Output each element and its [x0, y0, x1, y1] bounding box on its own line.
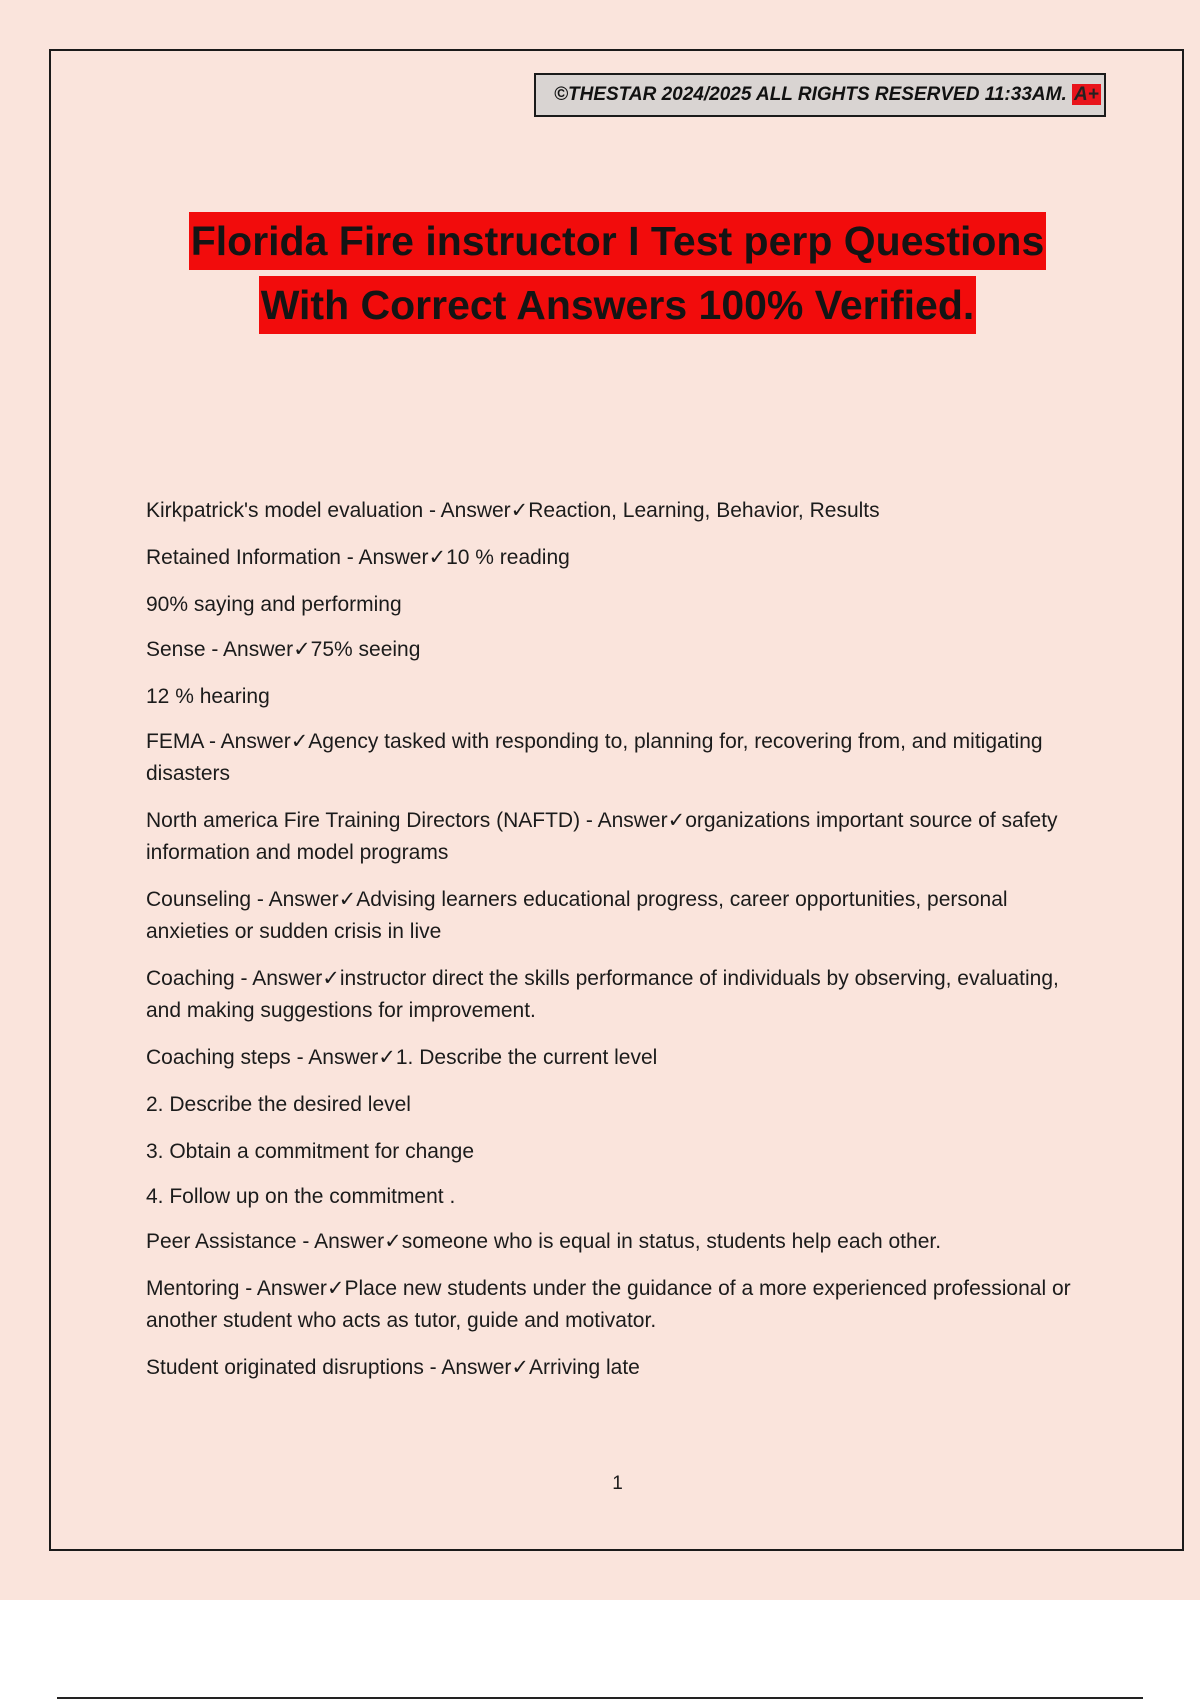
qa-list [146, 495, 1076, 1399]
document-title [0, 212, 1200, 340]
qa-entry: North america Fire Training Directors (NAFTD) - Answer✓organizations important source of safety information and model programs [146, 809, 1058, 864]
qa-entry: Retained Information - Answer✓10 % reading [146, 546, 570, 569]
grade-badge: A+ [1074, 84, 1099, 105]
qa-entry: Student originated disruptions - Answer✓Arriving late [146, 1356, 640, 1379]
qa-entry: Mentoring - Answer✓Place new students under the guidance of a more experienced professional or another student who acts as tutor, guide and motivator. [146, 1277, 1071, 1332]
qa-entry: 2. Describe the desired level [146, 1093, 411, 1116]
page-number: 1 [612, 1473, 623, 1494]
qa-entry: 3. Obtain a commitment for change [146, 1140, 474, 1163]
qa-entry: FEMA - Answer✓Agency tasked with responding to, planning for, recovering from, and mitigating disasters [146, 730, 1043, 785]
next-page-top-rule [57, 1697, 1143, 1699]
qa-entry: 12 % hearing [146, 685, 270, 708]
qa-entry: 4. Follow up on the commitment . [146, 1185, 456, 1208]
qa-entry: 90% saying and performing [146, 593, 402, 616]
qa-entry: Sense - Answer✓75% seeing [146, 638, 421, 661]
copyright-header [534, 73, 1106, 117]
copyright-text: ©THESTAR 2024/2025 ALL RIGHTS RESERVED 11:33AM. [554, 84, 1067, 105]
title-line-1: Florida Fire instructor I Test perp Questions [189, 212, 1047, 270]
qa-entry: Coaching steps - Answer✓1. Describe the current level [146, 1046, 658, 1069]
qa-entry: Kirkpatrick's model evaluation - Answer✓Reaction, Learning, Behavior, Results [146, 499, 880, 522]
qa-entry: Coaching - Answer✓instructor direct the skills performance of individuals by observing, evaluating, and making suggestions for improvement. [146, 967, 1059, 1022]
qa-entry: Counseling - Answer✓Advising learners educational progress, career opportunities, personal anxieties or sudden crisis in live [146, 888, 1008, 943]
title-line-2: With Correct Answers 100% Verified. [259, 276, 977, 334]
qa-entry: Peer Assistance - Answer✓someone who is equal in status, students help each other. [146, 1230, 942, 1253]
